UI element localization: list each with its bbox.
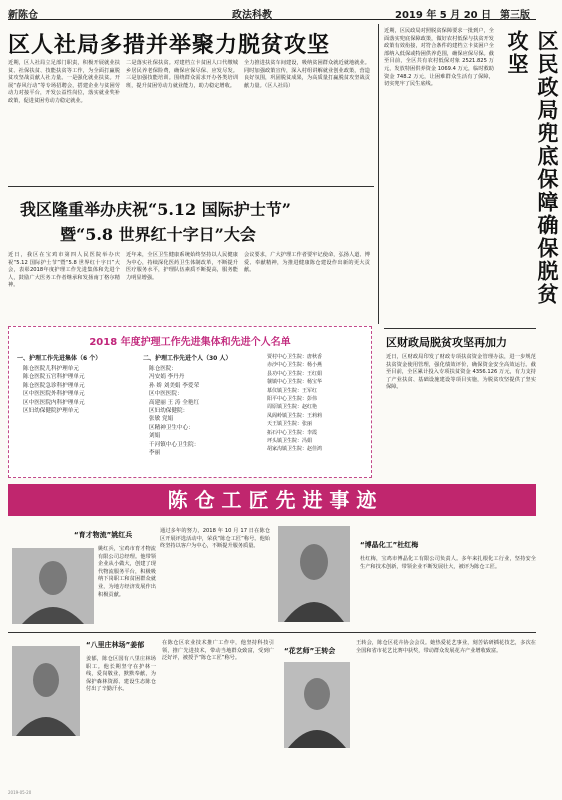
list-item: 李丽 [149, 450, 161, 457]
list-item: 凤阁岭镇卫生院：王莉莉 [267, 412, 323, 419]
list-item: 胡家沟镇卫生院：赵佳鸿 [267, 446, 323, 453]
honors-group-list [23, 365, 133, 415]
list-item: 陈仓医院五官科护理单元 [23, 374, 85, 381]
list-item: 虢镇中心卫生院：杨宝华 [267, 379, 323, 386]
list-item: 高建丽 王 涛 全艳红 [149, 399, 200, 406]
list-item: 冯安娟 李丹丹 [149, 374, 185, 381]
list-item: 贾村中心卫生院：唐秋香 [267, 354, 323, 360]
list-item: 县功中心卫生院：王红娟 [267, 370, 323, 377]
issue-date: 2019 年 5 月 20 日 [395, 10, 492, 21]
feature-middle-bottom: 在陈仓区农业技术推广工作中，他坚持科技引领，推广先进技术，带动当地群众致富，受到广泛好评，被授予“陈仓工匠”称号。 [162, 640, 274, 662]
list-item: 赤沙中心卫生院：杨小燕 [267, 362, 323, 369]
profile3-title: “八里庄林场”姜郁 [86, 641, 145, 649]
paper-name: 新陈仓 [8, 10, 38, 21]
list-item: 张敏 党娟 [149, 416, 174, 423]
list-item: 天王镇卫生院：张丽 [267, 421, 313, 428]
section-divider [384, 328, 536, 329]
list-item: 千河镇中心卫生院： [149, 441, 200, 448]
right-article2-title: 区财政局脱贫攻坚再加力 [386, 336, 507, 349]
profile2-photo [278, 526, 350, 622]
page-header [0, 0, 544, 22]
list-item: 区妇幼保健院护理单元 [23, 408, 79, 415]
right-article2-body: 近日，区财政局印发了财政专项扶贫资金管理办法，进一步规范扶贫资金使用管理，强化绩效评价，确保资金安全高效运行。截至目前，全区累计投入专项扶贫资金 4356.126 万元，有力支持了产业扶贫、基础设施建设等项目实施，为脱贫攻坚提供了坚实保障。 [386, 354, 536, 391]
profile2-title: “博晶化工”杜红梅 [360, 541, 419, 549]
portrait-icon [12, 548, 94, 624]
feature-middle-top: 通过多年的努力，2018 年 10 月 17 日在陈仓区开展评选活动中，荣获“陈仓工匠”称号。他始终坚持以客户为中心，不断提升服务质量。 [160, 528, 270, 550]
feature-banner: 陈 仓 工 匠 先 进 事 迹 [8, 484, 536, 516]
honors-title: 2018 年度护理工作先进集体和先进个人名单 [89, 337, 291, 348]
header-rule [8, 19, 536, 20]
list-item: 孙 娇 刘美娟 李爱荣 [149, 382, 200, 389]
profile4-title: “花艺师”王转会 [284, 647, 336, 655]
list-item: 陈仓医院： [149, 366, 177, 372]
honors-individual-list [149, 365, 259, 457]
section-divider [8, 632, 536, 633]
list-item: 区精神卫生中心： [149, 424, 194, 431]
list-item: 坪头镇卫生院：冯娟 [267, 438, 313, 445]
profile2-body: 杜红梅，宝鸡市博晶化工有限公司负责人。多年来扎根化工行业，坚持安全生产和技术创新，带领企业不断发展壮大，被评为陈仓工匠。 [360, 556, 536, 570]
profile4-body: 王转会，陈仓区花卉协会会员。她热爱花艺事业，刻苦钻研插花技艺，多次在全国和省市花艺比赛中获奖，带动群众发展花卉产业增收致富。 [356, 640, 536, 654]
profile4-photo [284, 662, 350, 748]
honors-individual-list-cont [267, 353, 367, 454]
article1-headline: 区人社局多措并举聚力脱贫攻坚 [8, 32, 331, 58]
list-item: 阳平中心卫生院：彭伟 [267, 396, 318, 403]
column-divider [378, 24, 379, 324]
list-item: 周原镇卫生院：赵红艳 [267, 404, 318, 411]
profile1-body: 姚红兵，宝鸡市育才物流有限公司总经理。他带领企业从小做大，创建了现代物流服务平台，积极吸纳下岗职工和贫困群众就业，为地方经济发展作出积极贡献。 [98, 546, 156, 598]
profile3-body: 姜郁，陈仓区国有八里庄林场职工。他长期坚守在护林一线，爱岗敬业，默默奉献，为保护森林资源、建设生态陈仓付出了辛勤汗水。 [86, 656, 156, 693]
portrait-icon [278, 526, 350, 622]
list-item: 区中医医院内科护理单元 [23, 399, 85, 406]
page-number: 第三版 [500, 10, 530, 21]
section-divider [8, 186, 374, 187]
list-item: 刘娟 [149, 433, 161, 440]
list-item: 慕仪镇卫生院：王军红 [267, 387, 318, 394]
article2-col1: 近日，我区在宝鸡市第四人民医院举办庆祝“5.12 国际护士节”暨“5.8 世界红十字日”大会，表彰2018年度护理工作先进集体和先进个人，鼓励广大医务工作者继承和发扬南丁格尔精神。 [8, 252, 120, 289]
right-article-vertical-title: 区民政局兜底保障确保脱贫攻坚 [505, 30, 560, 306]
article2-col3: 会议要求，广大护理工作者要牢记使命，弘扬人道、博爱、奉献精神，为推进健康陈仓建设作出新的更大贡献。 [244, 252, 370, 274]
profile1-photo [12, 548, 94, 624]
right-article-body: 近期，区民政局对照脱贫保障要求一批到户，全面落实兜底保障政策，做好农村低保与扶贫开发政策有效衔接，对符合条件的建档立卡贫困户全部纳入低保或特困供养范围，确保应保尽保。截至目前，全区共有农村低保对象 2521.825 万元，发放特困供养资金 1069.4 万元，临时救助资金 748.2 万元，让困难群众生活有了保障，切实兜牢了民生底线。 [384, 28, 494, 88]
portrait-icon [12, 646, 80, 736]
profile3-photo [12, 646, 80, 736]
profile1-title: “育才物流”姚红兵 [74, 531, 133, 539]
article2-headline-line1: 我区隆重举办庆祝“5.12 国际护士节” [20, 200, 291, 219]
article1-col1: 近期，区人社局立足部门职责，积极开展就业扶贫、社保扶贫、技能扶贫等工作，为全面打赢脱贫攻坚战贡献人社力量。一是强化就业扶贫。开展“春风行动”等专场招聘会，搭建企业与贫困劳动力对接平台，开发公益性岗位，落实就业奖补政策，促进贫困劳动力稳定就业。 [8, 60, 120, 104]
list-item: 陈仓医院急诊科护理单元 [23, 382, 85, 389]
list-item: 区中医医院外科护理单元 [23, 391, 85, 398]
article2-headline-line2: 暨“5.8 世界红十字日”大会 [60, 225, 256, 244]
article1-col2: 二是落实社保扶贫。对建档立卡贫困人口代缴城乡居民养老保险费，确保应保尽保、应发尽发。三是加强技能培训。围绕群众需求开办各类培训班，提升贫困劳动力就业能力，助力稳定增收。 [126, 60, 238, 89]
list-item: 拓石中心卫生院：李霞 [267, 429, 318, 436]
honors-individual-heading: 二、护理工作先进个人（30 人） [143, 355, 232, 362]
list-item: 陈仓医院儿科护理单元 [23, 366, 79, 372]
list-item: 区中医医院： [149, 391, 183, 398]
list-item: 区妇幼保健院： [149, 408, 189, 415]
article2-col2: 近年来，全区卫生健康系统始终坚持以人民健康为中心，持续深化医药卫生体制改革，不断提升医疗服务水平，护理队伍素质不断提高，服务能力明显增强。 [126, 252, 238, 281]
portrait-icon [284, 662, 350, 748]
section-name: 政法科教 [232, 10, 272, 21]
honors-box [8, 326, 372, 478]
article1-col3: 全力推进扶贫车间建设，吸纳贫困群众就近就地就业。同时加强政策宣传，深入村组讲解就业创业政策，营造良好氛围，巩固脱贫成果，为高质量打赢脱贫攻坚战贡献力量。（区人社局） [244, 60, 370, 89]
honors-group-heading: 一、护理工作先进集体（6 个） [17, 355, 102, 362]
print-stamp: 2019-05-20 [8, 790, 32, 795]
